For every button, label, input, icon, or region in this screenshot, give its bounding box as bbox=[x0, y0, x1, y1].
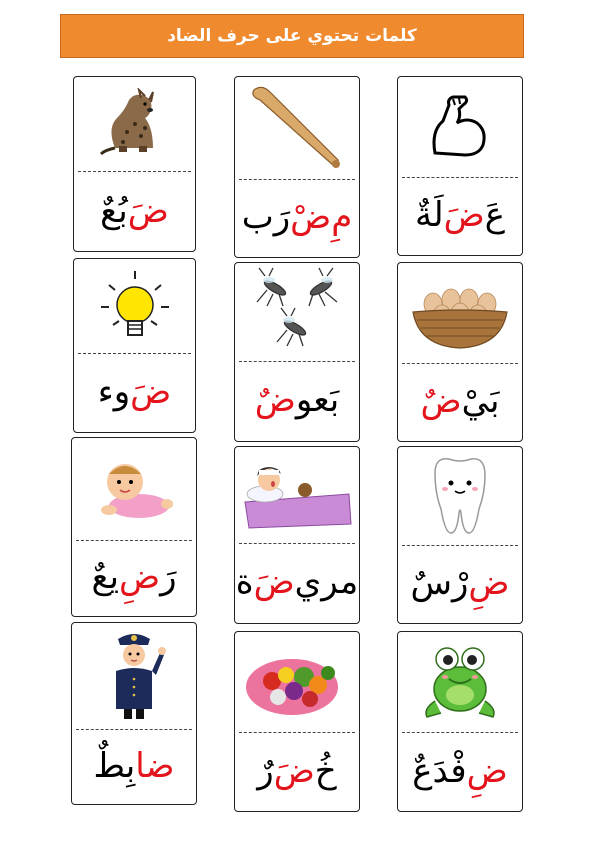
word-label: بَيْ ضٌ bbox=[420, 381, 500, 421]
vegetables-icon bbox=[235, 632, 359, 730]
hyena-icon bbox=[74, 77, 195, 169]
word-label: ضا بِطٌ bbox=[93, 745, 175, 786]
baseball-bat-icon bbox=[235, 77, 359, 177]
title-banner bbox=[60, 14, 524, 58]
word-card-light bbox=[73, 258, 196, 433]
word-card-baby bbox=[71, 437, 197, 617]
word-card-hyena bbox=[73, 76, 196, 252]
baby-icon bbox=[72, 438, 196, 538]
egg-basket-icon bbox=[398, 263, 522, 361]
word-label: ضَ وء bbox=[97, 372, 172, 412]
word-card-tooth bbox=[397, 446, 523, 624]
mosquitoes-icon bbox=[235, 263, 359, 359]
word-card-muscle bbox=[397, 76, 523, 256]
frog-icon bbox=[398, 632, 522, 730]
word-label: مري ضَ ة bbox=[235, 562, 359, 602]
police-officer-icon bbox=[72, 623, 196, 727]
page-title: كلمات تحتوي على حرف الضاد bbox=[167, 26, 417, 46]
sick-girl-icon bbox=[235, 447, 359, 541]
flexed-arm-icon bbox=[398, 77, 522, 175]
word-label: ضِ فْدَعٌ bbox=[412, 750, 508, 791]
word-card-frog bbox=[397, 631, 523, 812]
word-label: خُ ضَ رٌ bbox=[257, 750, 337, 791]
word-label: مِ ضْ رَب bbox=[241, 197, 353, 237]
word-label: ضَ بُعٌ bbox=[100, 191, 169, 231]
word-label: رَ ضِ يعٌ bbox=[91, 557, 177, 597]
tooth-icon bbox=[398, 447, 522, 543]
word-card-vegetables bbox=[234, 631, 360, 812]
word-card-mosquito bbox=[234, 262, 360, 442]
light-bulb-icon bbox=[74, 259, 195, 351]
word-card-bat bbox=[234, 76, 360, 258]
word-label: ضِ رْسٌ bbox=[410, 563, 510, 603]
word-card-eggs bbox=[397, 262, 523, 442]
word-card-sick bbox=[234, 446, 360, 624]
word-label: عَ ضَ لَةٌ bbox=[415, 195, 505, 235]
word-label: بَعو ضٌ bbox=[254, 380, 340, 420]
word-card-officer bbox=[71, 622, 197, 805]
